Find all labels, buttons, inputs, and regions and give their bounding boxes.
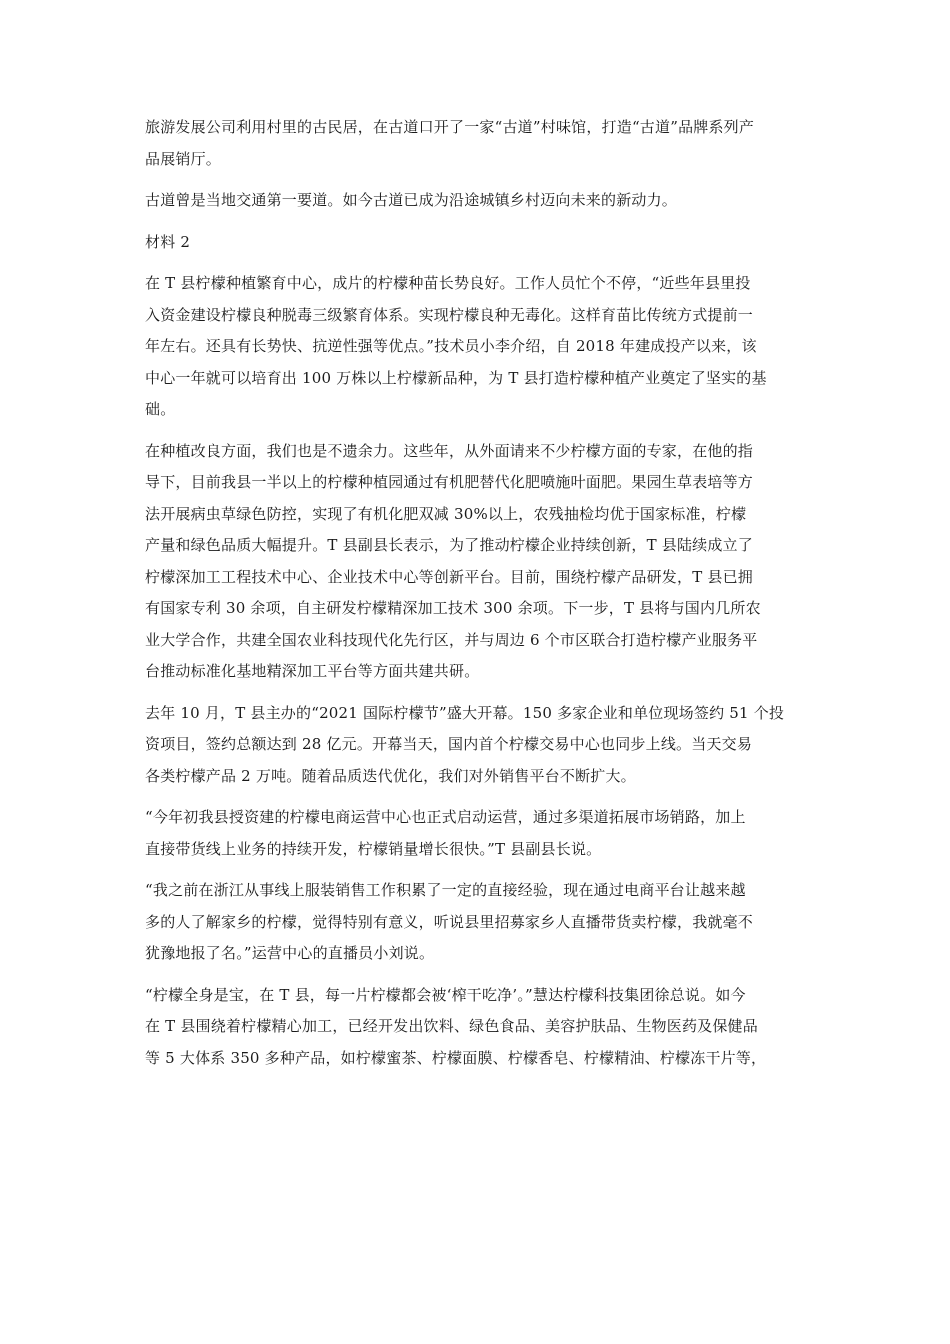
text-line: 中心一年就可以培育出 100 万株以上柠檬新品种，为 T 县打造柠檬种植产业奠定了坚实的基 (145, 368, 767, 387)
text-line: 法开展病虫草绿色防控，实现了有机化肥双减 30%以上，农残抽检均优于国家标准，柠檬 (145, 504, 747, 523)
text-line: 犹豫地报了名。”运营中心的直播员小刘说。 (145, 944, 435, 962)
text-line: 在 T 县围绕着柠檬精心加工，已经开发出饮料、绿色食品、美容护肤品、生物医药及保健品 (145, 1017, 758, 1035)
text-line: 产量和绿色品质大幅提升。T 县副县长表示，为了推动柠檬企业持续创新，T 县陆续成立了 (145, 536, 753, 554)
text-line: 直接带货线上业务的持续开发，柠檬销量增长很快。”T 县副县长说。 (145, 839, 602, 858)
text-line: “今年初我县授资建的柠檬电商运营中心也正式启动运营，通过多渠道拓展市场销路，加上 (145, 808, 746, 826)
text-line: 有国家专利 30 余项，自主研发柠檬精深加工技术 300 余项。下一步，T 县将与国内几所农 (145, 599, 761, 617)
text-line: 入资金建设柠檬良种脱毒三级繁育体系。实现柠檬良种无毒化。这样育苗比传统方式提前一 (145, 305, 754, 324)
section-heading (145, 227, 860, 259)
text-line: 础。 (145, 400, 176, 418)
text-line: 业大学合作，共建全国农业科技现代化先行区，并与周边 6 个市区联合打造柠檬产业服务平 (145, 630, 758, 649)
paragraph (145, 268, 860, 426)
text-line: “柠檬全身是宝，在 T 县，每一片柠檬都会被‘榨干吃净’。”慧达柠檬科技集团徐总说。如今 (145, 985, 746, 1004)
paragraph (145, 185, 860, 217)
text-line: “我之前在浙江从事线上服装销售工作积累了一定的直接经验，现在通过电商平台让越来越 (145, 881, 746, 899)
paragraph (145, 802, 860, 865)
text-line: 旅游发展公司利用村里的古民居，在古道口开了一家“古道”村味馆，打造“古道”品牌系列产 (145, 118, 755, 136)
paragraph (145, 436, 860, 688)
text-line: 去年 10 月，T 县主办的“2021 国际柠檬节”盛大开幕。150 多家企业和单位现场签约 51 个投 (145, 703, 785, 722)
paragraph (145, 112, 860, 175)
text-line: 台推动标准化基地精深加工平台等方面共建共研。 (145, 662, 480, 680)
text-line: 各类柠檬产品 2 万吨。随着品质迭代优化，我们对外销售平台不断扩大。 (145, 766, 636, 785)
text-line: 多的人了解家乡的柠檬，觉得特别有意义，听说县里招募家乡人直播带货卖柠檬，我就毫不 (145, 912, 754, 931)
text-line: 资项目，签约总额达到 28 亿元。开幕当天，国内首个柠檬交易中心也同步上线。当天交易 (145, 735, 753, 753)
text-line: 年左右。还具有长势快、抗逆性强等优点。”技术员小李介绍，自 2018 年建成投产以来，该 (145, 337, 757, 355)
text-line: 材料 2 (145, 232, 191, 251)
paragraph (145, 980, 860, 1075)
text-line: 在 T 县柠檬种植繁育中心，成片的柠檬种苗长势良好。工作人员忙个不停，“近些年县里投 (145, 274, 751, 292)
text-line: 古道曾是当地交通第一要道。如今古道已成为沿途城镇乡村迈向未来的新动力。 (145, 191, 678, 209)
text-line: 品展销厅。 (145, 149, 222, 168)
text-line: 在种植改良方面，我们也是不遗余力。这些年，从外面请来不少柠檬方面的专家，在他的指 (145, 441, 754, 460)
text-line: 等 5 大体系 350 多种产品，如柠檬蜜茶、柠檬面膜、柠檬香皂、柠檬精油、柠檬冻干片等， (145, 1048, 767, 1067)
text-line: 柠檬深加工工程技术中心、企业技术中心等创新平台。目前，围绕柠檬产品研发，T 县已拥 (145, 567, 753, 586)
paragraph (145, 698, 860, 793)
text-line: 导下，目前我县一半以上的柠檬种植园通过有机肥替代化肥喷施叶面肥。果园生草表培等方 (145, 473, 754, 491)
paragraph (145, 875, 860, 970)
document-body (145, 112, 860, 1074)
